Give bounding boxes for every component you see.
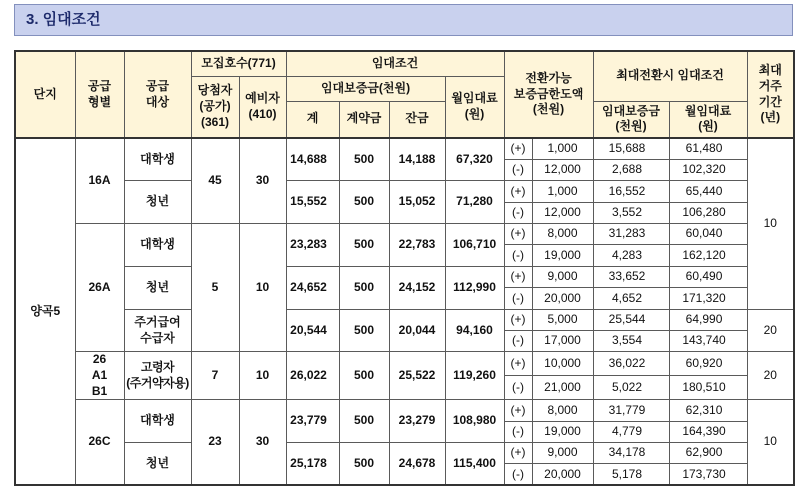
max-deposit-cell: 16,552 [593,181,669,202]
balance-cell: 22,783 [389,224,445,267]
conversion-sign-cell: (+) [504,138,532,159]
header-row [15,51,794,76]
monthly-rent-cell: 106,710 [445,224,504,267]
deposit-total-cell: 15,552 [286,181,339,224]
lease-conditions-table [14,50,795,486]
table-row [15,224,794,245]
header-supply-target: 공급 대상 [124,51,191,138]
max-deposit-cell: 34,178 [593,442,669,463]
contract-deposit-cell: 500 [339,138,389,181]
deposit-total-cell: 24,652 [286,266,339,309]
header-recruitment: 모집호수(771) [191,51,286,76]
balance-cell: 20,044 [389,309,445,352]
monthly-rent-cell: 119,260 [445,352,504,400]
header-max-deposit: 임대보증금 (천원) [593,101,669,138]
target-cell: 주거급여 수급자 [124,309,191,352]
conversion-amount-cell: 1,000 [532,181,593,202]
monthly-rent-cell: 71,280 [445,181,504,224]
conversion-amount-cell: 8,000 [532,224,593,245]
max-rent-cell: 106,280 [669,202,747,223]
target-cell: 청년 [124,442,191,485]
max-rent-cell: 62,310 [669,400,747,421]
target-cell: 대학생 [124,224,191,267]
max-rent-cell: 64,990 [669,309,747,330]
monthly-rent-cell: 108,980 [445,400,504,443]
monthly-rent-cell: 67,320 [445,138,504,181]
winners-cell: 23 [191,400,239,486]
header-lease-terms: 임대조건 [286,51,504,76]
max-rent-cell: 62,900 [669,442,747,463]
conversion-amount-cell: 20,000 [532,464,593,485]
max-deposit-cell: 25,544 [593,309,669,330]
max-deposit-cell: 5,178 [593,464,669,485]
max-deposit-cell: 31,283 [593,224,669,245]
table-row [15,181,794,202]
header-deposit-contract: 계약금 [339,101,389,138]
conversion-amount-cell: 19,000 [532,245,593,266]
header-reserve: 예비자 (410) [239,76,286,138]
conversion-sign-cell: (+) [504,224,532,245]
max-rent-cell: 60,920 [669,352,747,376]
max-deposit-cell: 3,554 [593,331,669,352]
conversion-amount-cell: 20,000 [532,288,593,309]
table-row [15,138,794,159]
monthly-rent-cell: 115,400 [445,442,504,485]
header-monthly-rent: 월임대료 (원) [445,76,504,138]
balance-cell: 24,678 [389,442,445,485]
max-deposit-cell: 15,688 [593,138,669,159]
conversion-sign-cell: (-) [504,159,532,180]
section-title-bar [14,4,793,36]
conversion-sign-cell: (-) [504,376,532,400]
winners-cell: 7 [191,352,239,400]
deposit-total-cell: 25,178 [286,442,339,485]
target-cell: 청년 [124,266,191,309]
balance-cell: 15,052 [389,181,445,224]
header-supply-type: 공급 형별 [75,51,124,138]
conversion-amount-cell: 10,000 [532,352,593,376]
reserve-cell: 30 [239,400,286,486]
target-cell: 대학생 [124,138,191,181]
max-rent-cell: 60,040 [669,224,747,245]
supply-type-cell: 26C [75,400,124,486]
supply-type-cell: 26 A1 B1 [75,352,124,400]
header-winners: 당첨자 (공가) (361) [191,76,239,138]
max-deposit-cell: 4,283 [593,245,669,266]
balance-cell: 23,279 [389,400,445,443]
max-rent-cell: 162,120 [669,245,747,266]
header-max-rent: 월임대료 (원) [669,101,747,138]
conversion-sign-cell: (-) [504,288,532,309]
conversion-sign-cell: (-) [504,331,532,352]
table-row [15,400,794,421]
balance-cell: 24,152 [389,266,445,309]
max-residence-cell: 10 [747,400,794,486]
target-cell: 고령자 (주거약자용) [124,352,191,400]
conversion-amount-cell: 19,000 [532,421,593,442]
table-row [15,442,794,463]
max-rent-cell: 61,480 [669,138,747,159]
monthly-rent-cell: 112,990 [445,266,504,309]
deposit-total-cell: 26,022 [286,352,339,400]
max-deposit-cell: 5,022 [593,376,669,400]
contract-deposit-cell: 500 [339,400,389,443]
reserve-cell: 10 [239,224,286,352]
conversion-amount-cell: 1,000 [532,138,593,159]
max-rent-cell: 164,390 [669,421,747,442]
conversion-amount-cell: 5,000 [532,309,593,330]
conversion-sign-cell: (+) [504,400,532,421]
max-residence-cell: 20 [747,309,794,352]
max-residence-cell: 20 [747,352,794,400]
contract-deposit-cell: 500 [339,181,389,224]
conversion-amount-cell: 8,000 [532,400,593,421]
contract-deposit-cell: 500 [339,309,389,352]
max-deposit-cell: 2,688 [593,159,669,180]
contract-deposit-cell: 500 [339,224,389,267]
max-deposit-cell: 3,552 [593,202,669,223]
table-header [15,51,794,138]
header-deposit-balance: 잔금 [389,101,445,138]
max-residence-cell: 10 [747,138,794,309]
conversion-amount-cell: 12,000 [532,159,593,180]
conversion-amount-cell: 9,000 [532,442,593,463]
table-row [15,352,794,376]
conversion-sign-cell: (+) [504,181,532,202]
max-deposit-cell: 4,779 [593,421,669,442]
max-rent-cell: 173,730 [669,464,747,485]
monthly-rent-cell: 94,160 [445,309,504,352]
header-max-residence: 최대 거주 기간 (년) [747,51,794,138]
supply-type-cell: 16A [75,138,124,224]
contract-deposit-cell: 500 [339,266,389,309]
conversion-sign-cell: (+) [504,442,532,463]
table-body [15,138,794,485]
conversion-amount-cell: 21,000 [532,376,593,400]
header-deposit-total: 계 [286,101,339,138]
conversion-sign-cell: (+) [504,352,532,376]
max-deposit-cell: 36,022 [593,352,669,376]
max-rent-cell: 60,490 [669,266,747,287]
max-rent-cell: 65,440 [669,181,747,202]
header-max-conversion: 최대전환시 임대조건 [593,51,747,101]
header-complex: 단지 [15,51,75,138]
max-rent-cell: 143,740 [669,331,747,352]
complex-cell: 양곡5 [15,138,75,485]
target-cell: 청년 [124,181,191,224]
header-convertible-limit: 전환가능 보증금한도액 (천원) [504,51,593,138]
conversion-amount-cell: 9,000 [532,266,593,287]
deposit-total-cell: 23,283 [286,224,339,267]
max-rent-cell: 171,320 [669,288,747,309]
reserve-cell: 10 [239,352,286,400]
reserve-cell: 30 [239,138,286,224]
conversion-sign-cell: (-) [504,202,532,223]
balance-cell: 14,188 [389,138,445,181]
supply-type-cell: 26A [75,224,124,352]
deposit-total-cell: 20,544 [286,309,339,352]
conversion-sign-cell: (-) [504,245,532,266]
conversion-amount-cell: 12,000 [532,202,593,223]
max-deposit-cell: 4,652 [593,288,669,309]
deposit-total-cell: 14,688 [286,138,339,181]
max-rent-cell: 102,320 [669,159,747,180]
max-deposit-cell: 33,652 [593,266,669,287]
table-row [15,309,794,330]
conversion-sign-cell: (-) [504,421,532,442]
balance-cell: 25,522 [389,352,445,400]
max-rent-cell: 180,510 [669,376,747,400]
conversion-sign-cell: (+) [504,266,532,287]
conversion-sign-cell: (+) [504,309,532,330]
contract-deposit-cell: 500 [339,442,389,485]
max-deposit-cell: 31,779 [593,400,669,421]
conversion-amount-cell: 17,000 [532,331,593,352]
section-title: 3. 임대조건 [26,11,101,28]
deposit-total-cell: 23,779 [286,400,339,443]
header-deposit: 임대보증금(천원) [286,76,445,101]
target-cell: 대학생 [124,400,191,443]
winners-cell: 5 [191,224,239,352]
conversion-sign-cell: (-) [504,464,532,485]
winners-cell: 45 [191,138,239,224]
table-row [15,266,794,287]
contract-deposit-cell: 500 [339,352,389,400]
